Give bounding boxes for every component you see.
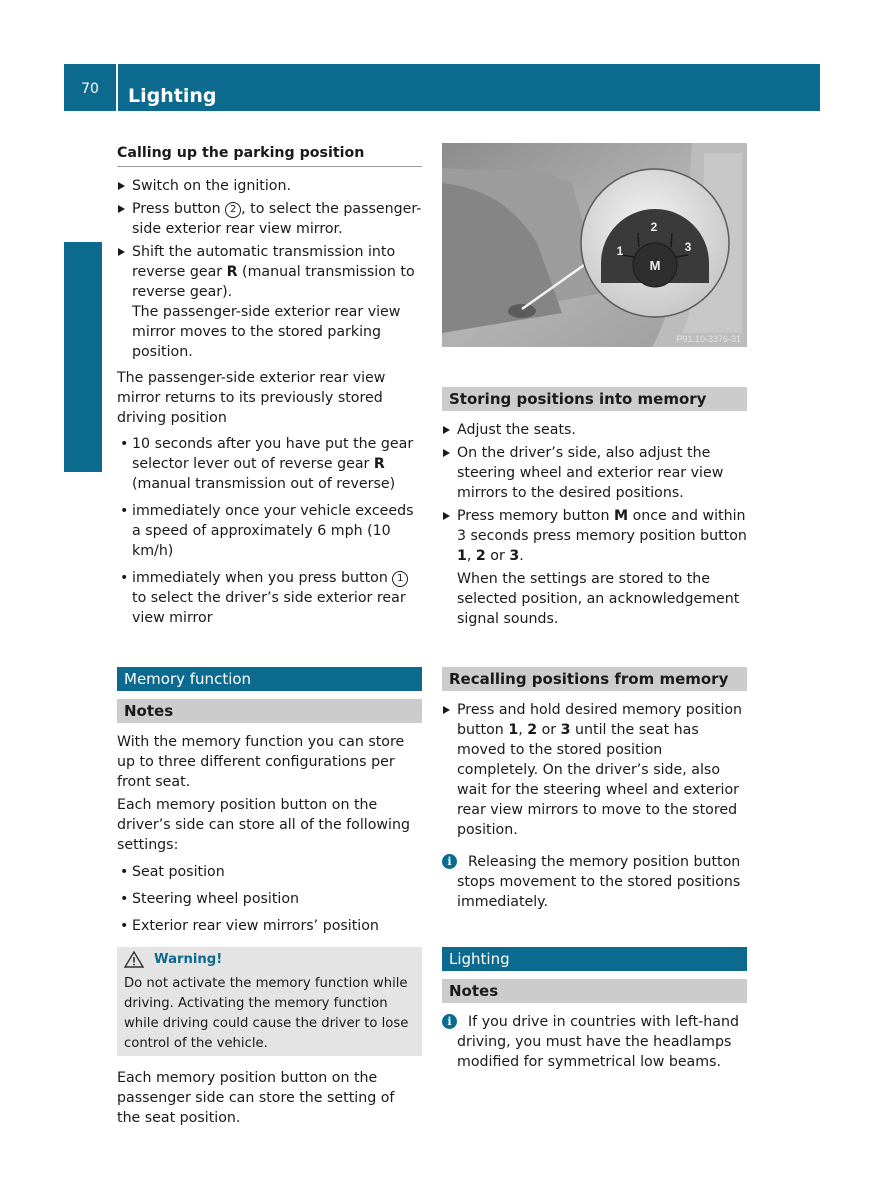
storing-heading-bar: Storing positions into memory: [442, 387, 747, 411]
memory-button-m: M: [649, 258, 661, 273]
warning-title: Warning!: [124, 950, 415, 970]
memory-paragraph: With the memory function you can store up to three different configurations per front seat.: [117, 734, 405, 790]
list-item: • Seat position: [117, 862, 422, 882]
parking-result: The passenger-side exterior rear view mirror moves to the stored parking position.: [132, 304, 401, 360]
page-header: [64, 64, 820, 111]
warning-text: Do not activate the memory function while driving. Activating the memory function while driving could cause the driver to lose control of the vehicle.: [124, 976, 409, 1051]
parking-heading: Calling up the parking position: [117, 143, 422, 167]
memory-paragraph: Each memory position button on the driver’s side can store all of the following settings:: [117, 797, 410, 853]
recalling-heading-bar: Recalling positions from memory: [442, 667, 747, 691]
parking-step: Switch on the ignition.: [117, 176, 422, 196]
memory-notes-bar: Notes: [117, 699, 422, 723]
list-item: • 10 seconds after you have put the gear selector lever out of reverse gear R (manual transmission out of reverse): [117, 434, 422, 494]
page-title: Lighting: [128, 85, 217, 107]
info-icon: i: [442, 1014, 457, 1029]
storing-step: Press memory button M once and within 3 seconds press memory position button 1, 2 or 3.: [442, 506, 747, 566]
warning-triangle-icon: [124, 951, 144, 968]
lighting-section-bar: Lighting: [442, 947, 747, 971]
list-item: • Exterior rear view mirrors’ position: [117, 916, 422, 936]
memory-button-3: 3: [684, 240, 692, 254]
list-item: • immediately when you press button 1 to select the driver’s side exterior rear view mirror: [117, 568, 422, 628]
parking-step: Shift the automatic transmission into reverse gear R (manual transmission to reverse gear).: [117, 242, 422, 302]
parking-step: Press button 2 , to select the passenger-side exterior rear view mirror.: [117, 199, 422, 239]
memory-button-1: 1: [616, 244, 624, 258]
list-item: • immediately once your vehicle exceeds a speed of approximately 6 mph (10 km/h): [117, 501, 422, 561]
info-note: i If you drive in countries with left-hand driving, you must have the headlamps modified for symmetrical low beams.: [442, 1012, 747, 1072]
lighting-notes-bar: Notes: [442, 979, 747, 1003]
warning-box: [117, 947, 422, 1056]
right-column: [442, 143, 747, 1072]
recalling-step: Press and hold desired memory position button 1, 2 or 3 until the seat has moved to the stored position completely. On the driver’s side, also wait for the steering wheel and exterior rear view mirrors to move to the stored position.: [442, 700, 747, 840]
storing-result: When the settings are stored to the selected position, an acknowledgement signal sounds.: [457, 571, 740, 627]
left-column: [117, 143, 422, 1131]
list-item: • Steering wheel position: [117, 889, 422, 909]
side-tab-label: Controls in detail: [71, 292, 92, 468]
figure-code: P91.10-3376-31: [676, 334, 741, 344]
parking-returns-text: The passenger-side exterior rear view mirror returns to its previously stored driving position: [117, 370, 386, 426]
memory-paragraph: Each memory position button on the passenger side can store the setting of the seat position.: [117, 1070, 395, 1126]
memory-function-section-bar: Memory function: [117, 667, 422, 691]
button-1-symbol: 1: [392, 571, 408, 587]
info-note: i Releasing the memory position button stops movement to the stored positions immediately.: [442, 852, 747, 912]
memory-buttons-photo: [442, 143, 747, 347]
storing-step: On the driver’s side, also adjust the steering wheel and exterior rear view mirrors to the desired positions.: [442, 443, 747, 503]
memory-buttons-illustration: [442, 143, 747, 347]
memory-button-2: 2: [650, 220, 658, 234]
info-icon: i: [442, 854, 457, 869]
page-number: 70: [64, 64, 118, 111]
storing-step: Adjust the seats.: [442, 420, 747, 440]
button-2-symbol: 2: [225, 202, 241, 218]
